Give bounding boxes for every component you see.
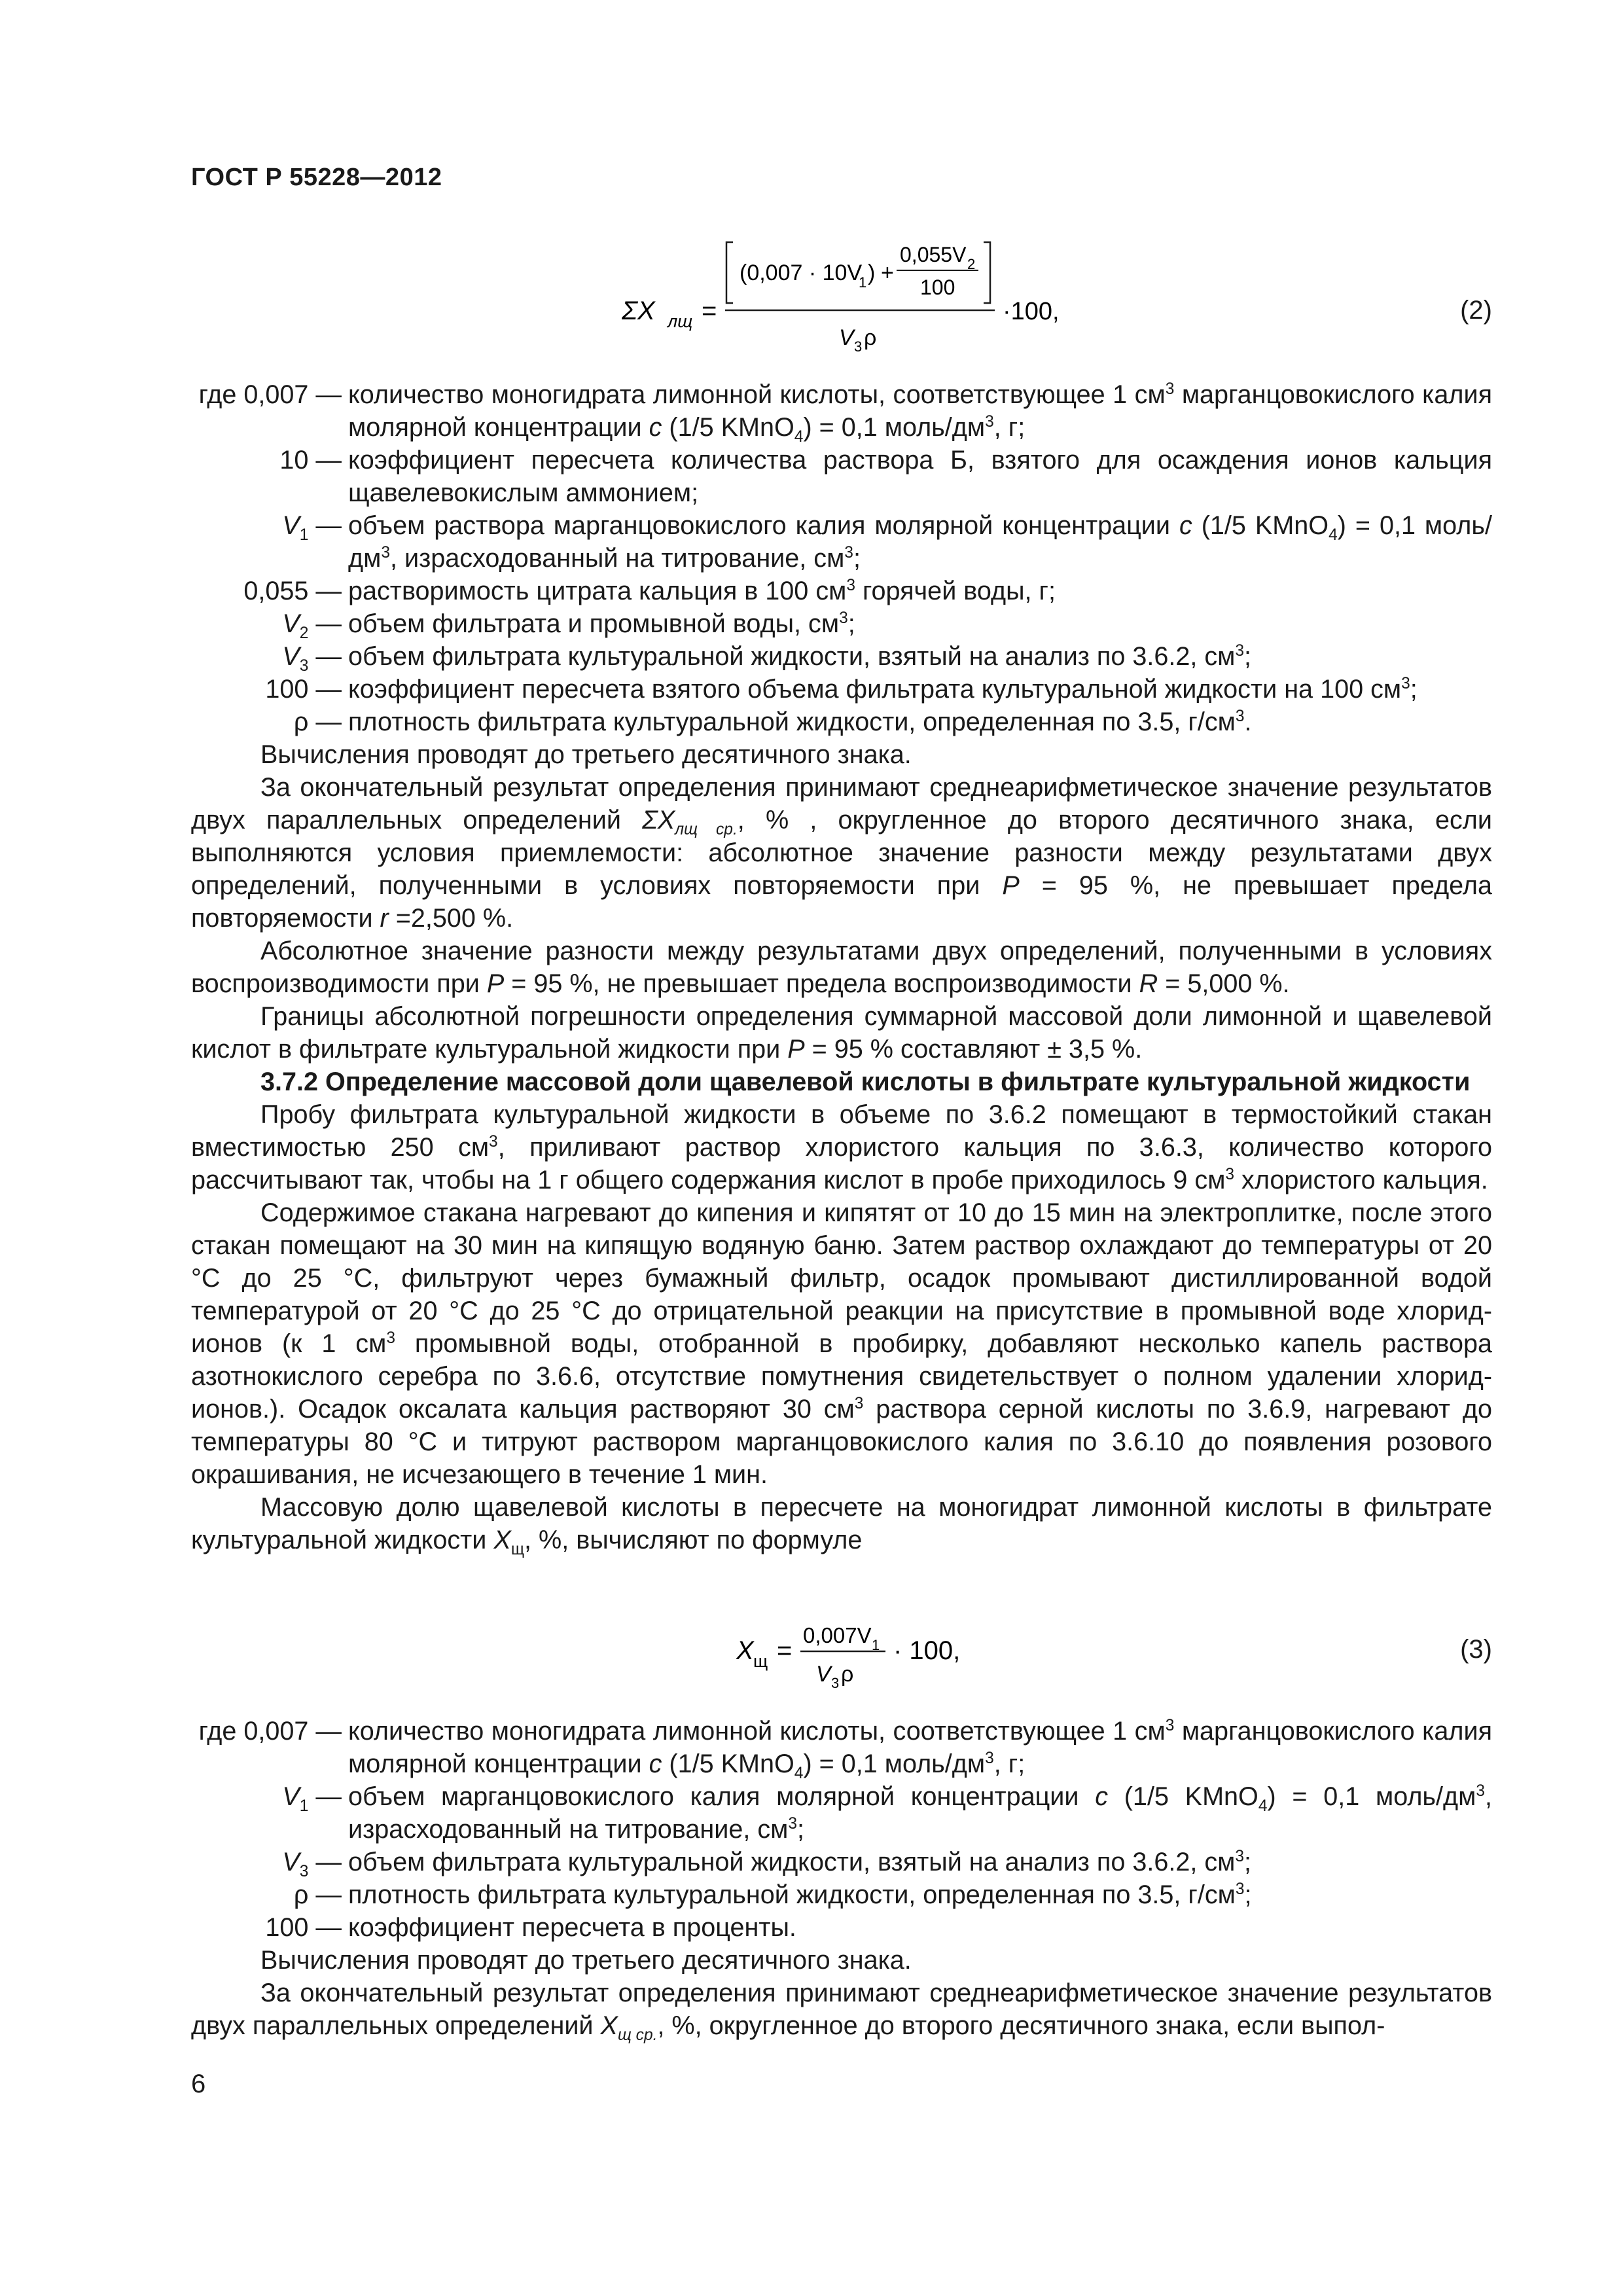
paragraph-error-bounds: Границы абсолютной погрешности определения суммарной массовой доли лимонной и щавелевой кислот в фильтрате культуральной жидкости при P = 95 % составляют ± 3,5 %. (191, 1002, 1492, 1064)
paragraph-calc-1: Вычисления проводят до третьего десятичного знака. (260, 740, 912, 769)
legend3-text-3: плотность фильтрата культуральной жидкости, определенная по 3.5, $г/см^3$; (348, 1880, 1252, 1909)
legend2-text-3: растворимость цитрата кальция в 100 $см^3$ горячей воды, г; (348, 576, 1056, 605)
legend2-sym-3: 0,055 — (243, 577, 342, 605)
paragraph-reproducibility: Абсолютное значение разности между результатами двух определений, полученными в условиях воспроизводимости при P = 95 %, не превышает предела воспроизводимости R = 5,000 %. (191, 937, 1492, 998)
legend-3-block (191, 1715, 1492, 2042)
legend2-sym-7: ρ — (293, 708, 342, 736)
f2-tail: ·100, (1003, 298, 1060, 325)
legend3-sym-1: $V_1$ — (282, 1782, 342, 1815)
legend2-text-5: объем фильтрата культуральной жидкости, взятый на анализ по 3.6.2, $см^3$; (348, 641, 1252, 671)
f2-frac-den: 100 (920, 276, 955, 299)
legend2-sym-6: 100 — (265, 675, 342, 704)
legend2-text-7: плотность фильтрата культуральной жидкости, определенная по 3.5, $г/см^3$. (348, 707, 1252, 736)
f2-den: V (839, 325, 854, 350)
legend2-text-0: количество моногидрата лимонной кислоты, соответствующее 1 $см^3$ марганцовокислого калия молярной концентрации с (1/5 KMnO$_4$) = 0,1 моль/$дм^3$, г; (348, 380, 1492, 446)
f2-equals: = (702, 296, 717, 325)
legend2-sym-2: $V_1$ — (282, 511, 342, 544)
f3-rho: ρ (841, 1662, 854, 1687)
paragraph-sample: Пробу фильтрата культуральной жидкости в объеме по 3.6.2 помещают в термостойкий стакан вместимостью 250 $см^3$, приливают раствор хлористого кальция по 3.6.3, количество которого рассчитывают так, чтобы на 1 г общего содержания кислот в пробе приходилось 9 $см^3$ хлористого кальция. (191, 1100, 1493, 1194)
legend2-text-1: коэффициент пересчета количества раствора Б, взятого для осаждения ионов кальция щавелевокислым аммонием; (348, 446, 1492, 507)
f3-tail: · 100, (893, 1636, 961, 1665)
legend2-text-6: коэффициент пересчета взятого объема фильтрата культуральной жидкости на 100 $см^3$; (348, 674, 1418, 704)
f2-term1-close: ) (868, 260, 876, 285)
legend2-sym-5: $V_3$ — (282, 642, 342, 675)
formula-3 (736, 1613, 1011, 1705)
legend2-sym-4: $V_2$ — (282, 609, 342, 642)
f3-den: V (816, 1662, 831, 1687)
legend2-text-2: объем раствора марганцовокислого калия молярной концентрации с (1/5 KMnO$_4$) = 0,1 моль/$дм^3$, израсходованный на титрование, $см^3$; (348, 511, 1492, 573)
formula-3-number: (3) (1460, 1635, 1492, 1664)
f3-lhs-sub: щ (753, 1651, 768, 1671)
paragraph-calc-2: Вычисления проводят до третьего десятичного знака. (260, 1946, 912, 1975)
f2-term1-sub: 1 (859, 274, 867, 291)
page-number: 6 (191, 2070, 206, 2098)
f2-rho: ρ (864, 325, 877, 350)
f2-frac-num-sub: 2 (967, 256, 976, 272)
paragraph-final-result-2: За окончательный результат определения принимают среднеарифметическое значение результатов двух параллельных определений $X_{щ ср.}$, %, округленное до второго десятичного знака, если выпол- (191, 1979, 1492, 2044)
legend-3 (191, 1715, 1492, 1944)
f3-num: 0,007V (803, 1623, 872, 1647)
f3-den-sub: 3 (831, 1675, 840, 1691)
legend3-text-2: объем фильтрата культуральной жидкости, взятый на анализ по 3.6.2, $см^3$; (348, 1847, 1252, 1876)
paragraph-final-result-1: За окончательный результат определения принимают среднеарифметическое значение результатов двух параллельных определений $\Sigma X_{лщ ср.}$, % , округленное до второго десятичного знака, если выполняются условия приемлемости: абсолютное значение разности между результатами двух определений, полученными в условиях повторяемости при P = 95 %, не превышает предела повторяемости r =2,500 %. (191, 773, 1492, 933)
legend-2 (191, 378, 1492, 738)
section-heading-3-7-2: 3.7.2 Определение массовой доли щавелевой кислоты в фильтрате культуральной жидкости (260, 1067, 1471, 1096)
legend3-text-1: объем марганцовокислого калия молярной концентрации с (1/5 KMnO$_4$) = 0,1 моль/$дм^3$, израсходованный на титрование, $см^3$; (348, 1782, 1493, 1844)
legend-2-block (191, 378, 1492, 1556)
legend2-sym-0: где 0,007 — (198, 380, 342, 409)
legend3-sym-0: где 0,007 — (198, 1717, 342, 1746)
f2-den-sub: 3 (854, 338, 863, 355)
legend3-text-0: количество моногидрата лимонной кислоты, соответствующее 1 $см^3$ марганцовокислого калия молярной концентрации с (1/5 KMnO$_4$) = 0,1 моль/$дм^3$, г; (348, 1716, 1492, 1782)
formula-2-number: (2) (1460, 296, 1492, 325)
formula-2 (622, 232, 1080, 357)
f3-eq: = (777, 1636, 793, 1665)
f2-right-bracket (984, 242, 990, 303)
legend3-text-4: коэффициент пересчета в проценты. (348, 1913, 796, 1942)
paragraph-formula-intro: Массовую долю щавелевой кислоты в пересчете на моногидрат лимонной кислоты в фильтрате культуральной жидкости $X_щ$, %, вычисляют по формуле (191, 1493, 1492, 1558)
f2-lhs-sub: лщ (668, 312, 693, 331)
f2-left-bracket (726, 242, 733, 303)
f3-num-sub: 1 (872, 1637, 880, 1653)
f2-frac-num: 0,055V (900, 243, 967, 266)
document-header-code: ГОСТ Р 55228—2012 (191, 164, 442, 191)
legend3-sym-3: ρ — (293, 1880, 342, 1909)
legend2-sym-1: 10 — (279, 446, 342, 475)
f2-term1: (0,007 · 10V (740, 260, 863, 285)
legend3-sym-2: $V_3$ — (282, 1848, 342, 1880)
paragraph-procedure: Содержимое стакана нагревают до кипения и кипятят от 10 до 15 мин на электроплитке, после этого стакан помещают на 30 мин на кипящую водяную баню. Затем раствор охлаждают до температуры от 20 °С до 25 °С, фильтруют через бумажный фильтр, осадок промывают дистиллированной водой температурой от 20 °С до 25 °С до отрицательной реакции на присутствие в промывной воде хлорид-ионов (к 1 $см^3$ промывной воды, отобранной в пробирку, добавляют несколько капель раствора азотнокислого серебра по 3.6.6, отсутствие помутнения свидетельствует о полном удалении хлорид-ионов.). Осадок оксалата кальция растворяют 30 $см^3$ раствора серной кислоты по 3.6.9, нагревают до температуры 80 °С и титруют раствором марганцовокислого калия по 3.6.10 до появления розового окрашивания, не исчезающего в течение 1 мин. (191, 1198, 1492, 1489)
f3-lhs: X (736, 1636, 754, 1665)
legend3-sym-4: 100 — (265, 1913, 342, 1942)
f2-lhs-symbol: ΣX (622, 296, 655, 325)
f2-plus: + (881, 260, 894, 285)
legend2-text-4: объем фильтрата и промывной воды, $см^3$; (348, 609, 855, 638)
